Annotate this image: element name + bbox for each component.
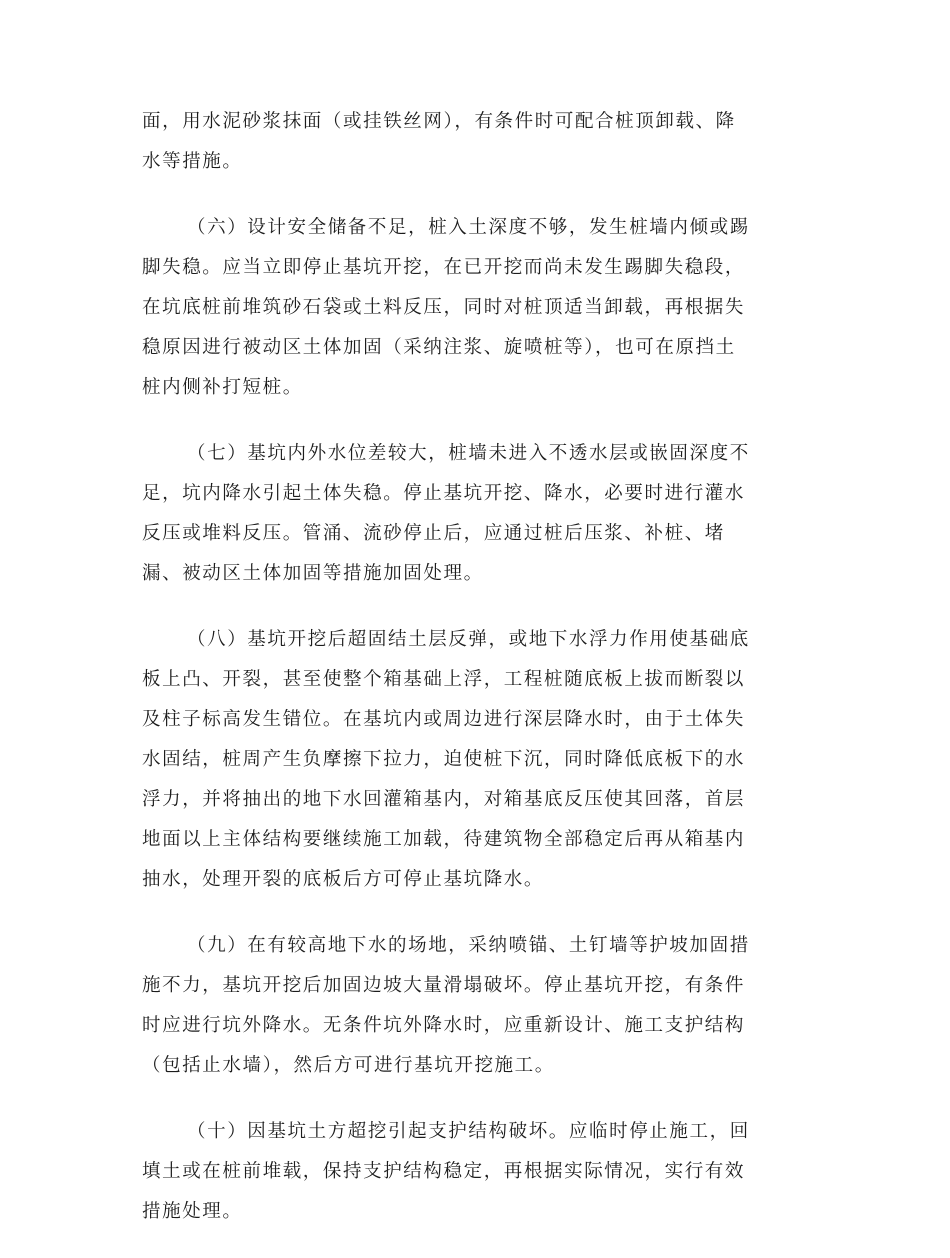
text-line: （九）在有较高地下水的场地，采纳喷锚、土钉墙等护坡加固措 [187, 935, 750, 956]
text-line: （六）设计安全储备不足，桩入土深度不够，发生桩墙内倾或踢 [187, 217, 750, 238]
text-line: 水等措施。 [142, 151, 243, 172]
text-line: 地面以上主体结构要继续施工加载，待建筑物全部稳定后再从箱基内 [142, 829, 746, 850]
paragraph-p-cont [142, 102, 792, 182]
text-line: 在坑底桩前堆筑砂石袋或土料反压，同时对桩顶适当卸载，再根据失 [142, 297, 746, 318]
text-line: 反压或堆料反压。管涌、流砂停止后，应通过桩后压浆、补桩、堵 [142, 523, 725, 544]
text-line: 及柱子标高发生错位。在基坑内或周边进行深层降水时，由于土体失 [142, 709, 746, 730]
paragraph-p6 [142, 208, 792, 408]
text-line: 填土或在桩前堆载，保持支护结构稳定，再根据实际情况，实行有效 [142, 1161, 746, 1182]
text-line: 漏、被动区土体加固等措施加固处理。 [142, 563, 484, 584]
text-line: 桩内侧补打短桩。 [142, 377, 303, 398]
text-line: （七）基坑内外水位差较大，桩墙未进入不透水层或嵌固深度不 [187, 443, 750, 464]
text-line: 脚失稳。应当立即停止基坑开挖，在已开挖而尚未发生踢脚失稳段， [142, 257, 746, 278]
text-line: 水固结，桩周产生负摩擦下拉力，迫使桩下沉，同时降低底板下的水 [142, 749, 746, 770]
text-line: 面，用水泥砂浆抹面（或挂铁丝网），有条件时可配合桩顶卸载、降 [142, 111, 736, 132]
paragraph-p10 [142, 1112, 792, 1232]
text-line: 措施处理。 [142, 1201, 243, 1222]
text-line: 浮力，并将抽出的地下水回灌箱基内，对箱基底反压使其回落，首层 [142, 789, 746, 810]
paragraph-p8 [142, 620, 792, 900]
document-page [142, 102, 792, 1258]
paragraph-p9 [142, 926, 792, 1086]
text-line: 板上凸、开裂，甚至使整个箱基础上浮，工程桩随底板上拔而断裂以 [142, 669, 746, 690]
text-line: （包括止水墙），然后方可进行基坑开挖施工。 [142, 1055, 555, 1076]
text-line: 施不力，基坑开挖后加固边坡大量滑塌破坏。停止基坑开挖，有条件 [142, 975, 746, 996]
text-line: 抽水，处理开裂的底板后方可停止基坑降水。 [142, 869, 545, 890]
paragraph-p7 [142, 434, 792, 594]
text-line: （十）因基坑土方超挖引起支护结构破坏。应临时停止施工，回 [187, 1121, 750, 1142]
text-line: 足，坑内降水引起土体失稳。停止基坑开挖、降水，必要时进行灌水 [142, 483, 746, 504]
text-line: 时应进行坑外降水。无条件坑外降水时，应重新设计、施工支护结构 [142, 1015, 746, 1036]
text-line: 稳原因进行被动区土体加固（采纳注浆、旋喷桩等），也可在原挡土 [142, 337, 736, 358]
text-line: （八）基坑开挖后超固结土层反弹，或地下水浮力作用使基础底 [187, 629, 750, 650]
